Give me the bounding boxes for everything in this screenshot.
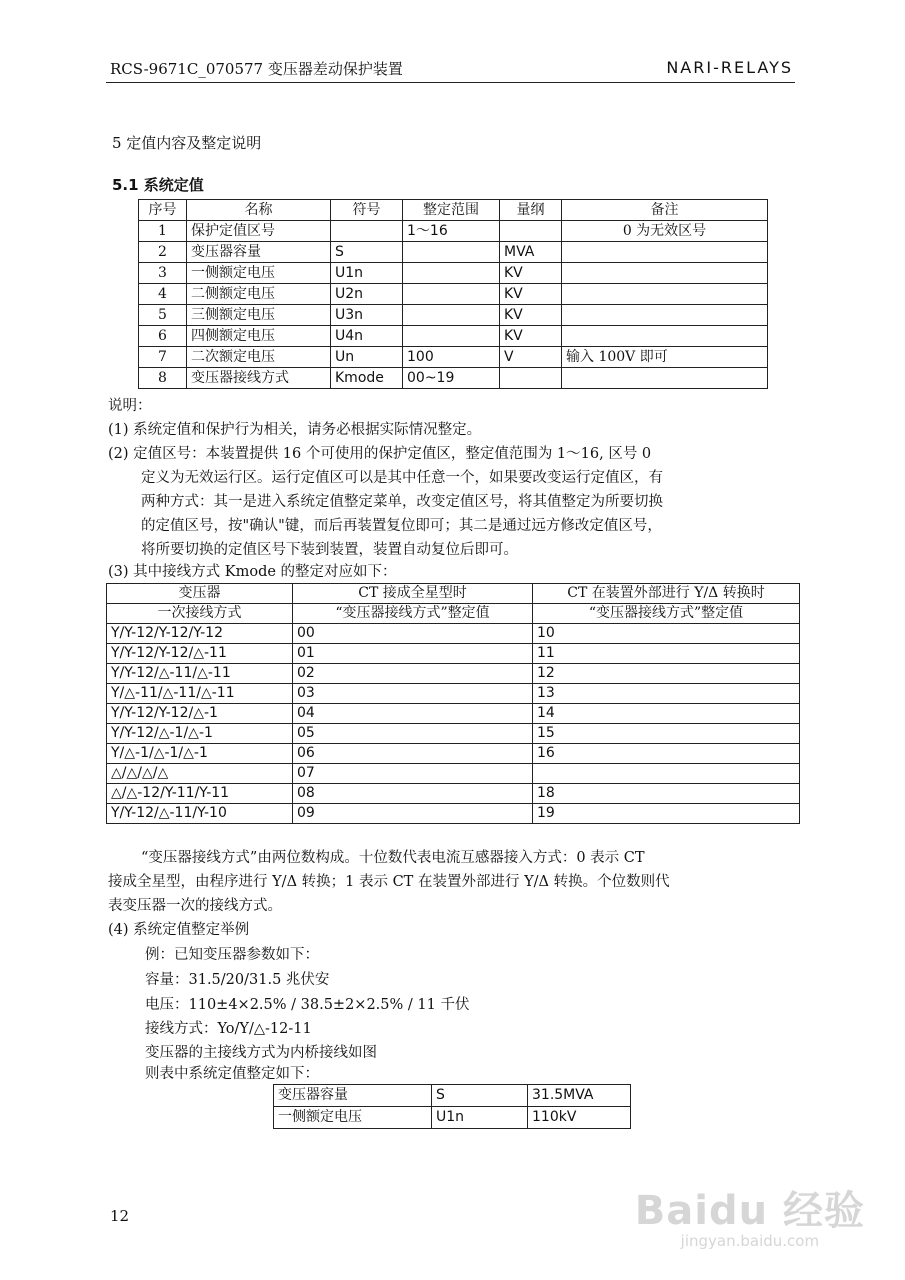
- table-cell: Y/Y-12/△-11/△-11: [107, 664, 293, 684]
- table-cell: 14: [533, 704, 800, 724]
- paragraph-line-1: “变压器接线方式”由两位数构成。十位数代表电流互感器接入方式：0 表示 CT: [141, 850, 645, 866]
- table-cell: [500, 368, 562, 389]
- header-title: RCS-9671C_070577 变压器差动保护装置: [110, 60, 403, 78]
- table-cell: Y/Y-12/△-1/△-1: [107, 724, 293, 744]
- example-line-6: 则表中系统定值整定如下：: [145, 1066, 319, 1082]
- table-header-cell: “变压器接线方式”整定值: [293, 604, 533, 624]
- table-header-cell: 符号: [331, 200, 403, 221]
- table-cell: Y/Y-12/Y-12/△-1: [107, 704, 293, 724]
- table-cell: [403, 326, 500, 347]
- table-cell: 二次额定电压: [187, 347, 331, 368]
- table-row: [107, 744, 800, 764]
- example-line-2: 容量：31.5/20/31.5 兆伏安: [145, 972, 330, 988]
- table-row: [139, 347, 768, 368]
- table-cell: 8: [139, 368, 187, 389]
- table-cell: 00: [293, 624, 533, 644]
- table-cell: 110kV: [528, 1107, 631, 1129]
- table-row: [139, 221, 768, 242]
- table-row: [139, 368, 768, 389]
- table-cell: [331, 221, 403, 242]
- table-cell: [562, 326, 768, 347]
- table-row: [107, 764, 800, 784]
- table-row: [139, 242, 768, 263]
- table-header-cell: 量纲: [500, 200, 562, 221]
- notes-title: 说明：: [108, 398, 152, 414]
- table-cell: [403, 305, 500, 326]
- table-cell: 08: [293, 784, 533, 804]
- table-header-cell: CT 在装置外部进行 Y/Δ 转换时: [533, 584, 800, 604]
- subsection-heading: 5.1 系统定值: [112, 176, 204, 194]
- table-cell: U2n: [331, 284, 403, 305]
- table-cell: 6: [139, 326, 187, 347]
- header-rule: [106, 82, 795, 83]
- table-cell: 一侧额定电压: [187, 263, 331, 284]
- table-cell: 输入 100V 即可: [562, 347, 768, 368]
- table-cell: 03: [293, 684, 533, 704]
- note-2-line-5: 将所要切换的定值区号下装到装置，装置自动复位后即可。: [141, 542, 518, 558]
- table-cell: 05: [293, 724, 533, 744]
- table-cell: KV: [500, 263, 562, 284]
- table-header-row: [107, 604, 800, 624]
- table-row: [107, 644, 800, 664]
- watermark-logo: Baidu 经验: [634, 1188, 865, 1234]
- table-cell: 4: [139, 284, 187, 305]
- table-row: [107, 624, 800, 644]
- table-row: [139, 263, 768, 284]
- example-line-1: 例：已知变压器参数如下：: [145, 947, 319, 963]
- table-row: [107, 664, 800, 684]
- table-row: [274, 1107, 631, 1129]
- table-cell: [403, 284, 500, 305]
- table-row: [107, 684, 800, 704]
- example-line-5: 变压器的主接线方式为内桥接线如图: [145, 1045, 377, 1061]
- table-header-cell: 整定范围: [403, 200, 500, 221]
- table-cell: 1～16: [403, 221, 500, 242]
- table-cell: 07: [293, 764, 533, 784]
- table-cell: 四侧额定电压: [187, 326, 331, 347]
- table-cell: 1: [139, 221, 187, 242]
- table-header-cell: 变压器: [107, 584, 293, 604]
- example-line-3: 电压：110±4×2.5% / 38.5±2×2.5% / 11 千伏: [145, 997, 470, 1013]
- note-2-line-1: (2) 定值区号：本装置提供 16 个可使用的保护定值区，整定值范围为 1～16, 区号 0: [108, 446, 652, 462]
- table-cell: U1n: [432, 1107, 528, 1129]
- table-cell: Y/△-11/△-11/△-11: [107, 684, 293, 704]
- table-cell: Y/Y-12/Y-12/△-11: [107, 644, 293, 664]
- table-cell: [562, 284, 768, 305]
- table-header-cell: 序号: [139, 200, 187, 221]
- system-settings-table: [138, 199, 768, 389]
- table-cell: 00~19: [403, 368, 500, 389]
- table-cell: △/△-12/Y-11/Y-11: [107, 784, 293, 804]
- table-cell: [562, 263, 768, 284]
- table-cell: [403, 263, 500, 284]
- note-1: (1) 系统定值和保护行为相关，请务必根据实际情况整定。: [108, 422, 482, 438]
- table-row: [139, 305, 768, 326]
- table-cell: U1n: [331, 263, 403, 284]
- header-brand: NARI-RELAYS: [666, 58, 793, 77]
- table-cell: 一侧额定电压: [274, 1107, 432, 1129]
- table-cell: 0 为无效区号: [562, 221, 768, 242]
- table-cell: 09: [293, 804, 533, 824]
- table-cell: 5: [139, 305, 187, 326]
- table-cell: 变压器容量: [274, 1085, 432, 1107]
- table-cell: 3: [139, 263, 187, 284]
- table-cell: Un: [331, 347, 403, 368]
- page-number: 12: [110, 1207, 130, 1225]
- table-header-cell: 备注: [562, 200, 768, 221]
- table-cell: 31.5MVA: [528, 1085, 631, 1107]
- table-cell: Y/Y-12/△-11/Y-10: [107, 804, 293, 824]
- paragraph-line-2: 接成全星型，由程序进行 Y/Δ 转换；1 表示 CT 在装置外部进行 Y/Δ 转换。个位数则代: [108, 874, 670, 890]
- table-row: [107, 724, 800, 744]
- table-cell: 100: [403, 347, 500, 368]
- table-cell: [500, 221, 562, 242]
- table-cell: U3n: [331, 305, 403, 326]
- watermark: [635, 1179, 865, 1250]
- note-2-line-3: 两种方式：其一是进入系统定值整定菜单，改变定值区号，将其值整定为所要切换: [141, 494, 663, 510]
- note-4: (4) 系统定值整定举例: [108, 922, 250, 938]
- table-cell: 7: [139, 347, 187, 368]
- table-header-cell: 一次接线方式: [107, 604, 293, 624]
- table-row: [107, 804, 800, 824]
- table-cell: 19: [533, 804, 800, 824]
- table-row: [107, 784, 800, 804]
- table-row: [139, 284, 768, 305]
- table-cell: 10: [533, 624, 800, 644]
- note-3: (3) 其中接线方式 Kmode 的整定对应如下：: [108, 564, 397, 580]
- table-cell: △/△/△/△: [107, 764, 293, 784]
- table-cell: 12: [533, 664, 800, 684]
- section-heading: 5 定值内容及整定说明: [112, 134, 262, 152]
- table-cell: 04: [293, 704, 533, 724]
- table-cell: [562, 368, 768, 389]
- table-cell: [562, 305, 768, 326]
- table-cell: 11: [533, 644, 800, 664]
- table-cell: 保护定值区号: [187, 221, 331, 242]
- table-row: [107, 704, 800, 724]
- example-settings-table: [273, 1084, 631, 1129]
- table-cell: 01: [293, 644, 533, 664]
- table-cell: 02: [293, 664, 533, 684]
- table-cell: 三侧额定电压: [187, 305, 331, 326]
- table-cell: 变压器容量: [187, 242, 331, 263]
- kmode-table: [106, 583, 800, 824]
- table-cell: Y/Y-12/Y-12/Y-12: [107, 624, 293, 644]
- table-cell: 二侧额定电压: [187, 284, 331, 305]
- table-header-row: [107, 584, 800, 604]
- table-row: [274, 1085, 631, 1107]
- table-cell: KV: [500, 284, 562, 305]
- table-cell: MVA: [500, 242, 562, 263]
- table-cell: [562, 242, 768, 263]
- table-cell: KV: [500, 326, 562, 347]
- table-cell: [533, 764, 800, 784]
- table-row: [139, 326, 768, 347]
- table-header-cell: CT 接成全星型时: [293, 584, 533, 604]
- table-header-cell: “变压器接线方式”整定值: [533, 604, 800, 624]
- table-cell: 18: [533, 784, 800, 804]
- table-cell: Kmode: [331, 368, 403, 389]
- table-cell: U4n: [331, 326, 403, 347]
- table-cell: [403, 242, 500, 263]
- table-cell: 2: [139, 242, 187, 263]
- table-cell: S: [331, 242, 403, 263]
- table-cell: Y/△-1/△-1/△-1: [107, 744, 293, 764]
- table-cell: V: [500, 347, 562, 368]
- table-cell: S: [432, 1085, 528, 1107]
- example-line-4: 接线方式：Yo/Y/△-12-11: [145, 1021, 312, 1037]
- table-cell: 15: [533, 724, 800, 744]
- table-header-row: [139, 200, 768, 221]
- paragraph-line-3: 表变压器一次的接线方式。: [108, 898, 282, 914]
- watermark-url: jingyan.baidu.com: [680, 1232, 820, 1250]
- table-header-cell: 名称: [187, 200, 331, 221]
- table-cell: KV: [500, 305, 562, 326]
- table-cell: 13: [533, 684, 800, 704]
- table-cell: 06: [293, 744, 533, 764]
- table-cell: 16: [533, 744, 800, 764]
- note-2-line-2: 定义为无效运行区。运行定值区可以是其中任意一个，如果要改变运行定值区，有: [141, 470, 663, 486]
- note-2-line-4: 的定值区号，按"确认"键，而后再装置复位即可；其二是通过远方修改定值区号，: [141, 518, 662, 534]
- table-cell: 变压器接线方式: [187, 368, 331, 389]
